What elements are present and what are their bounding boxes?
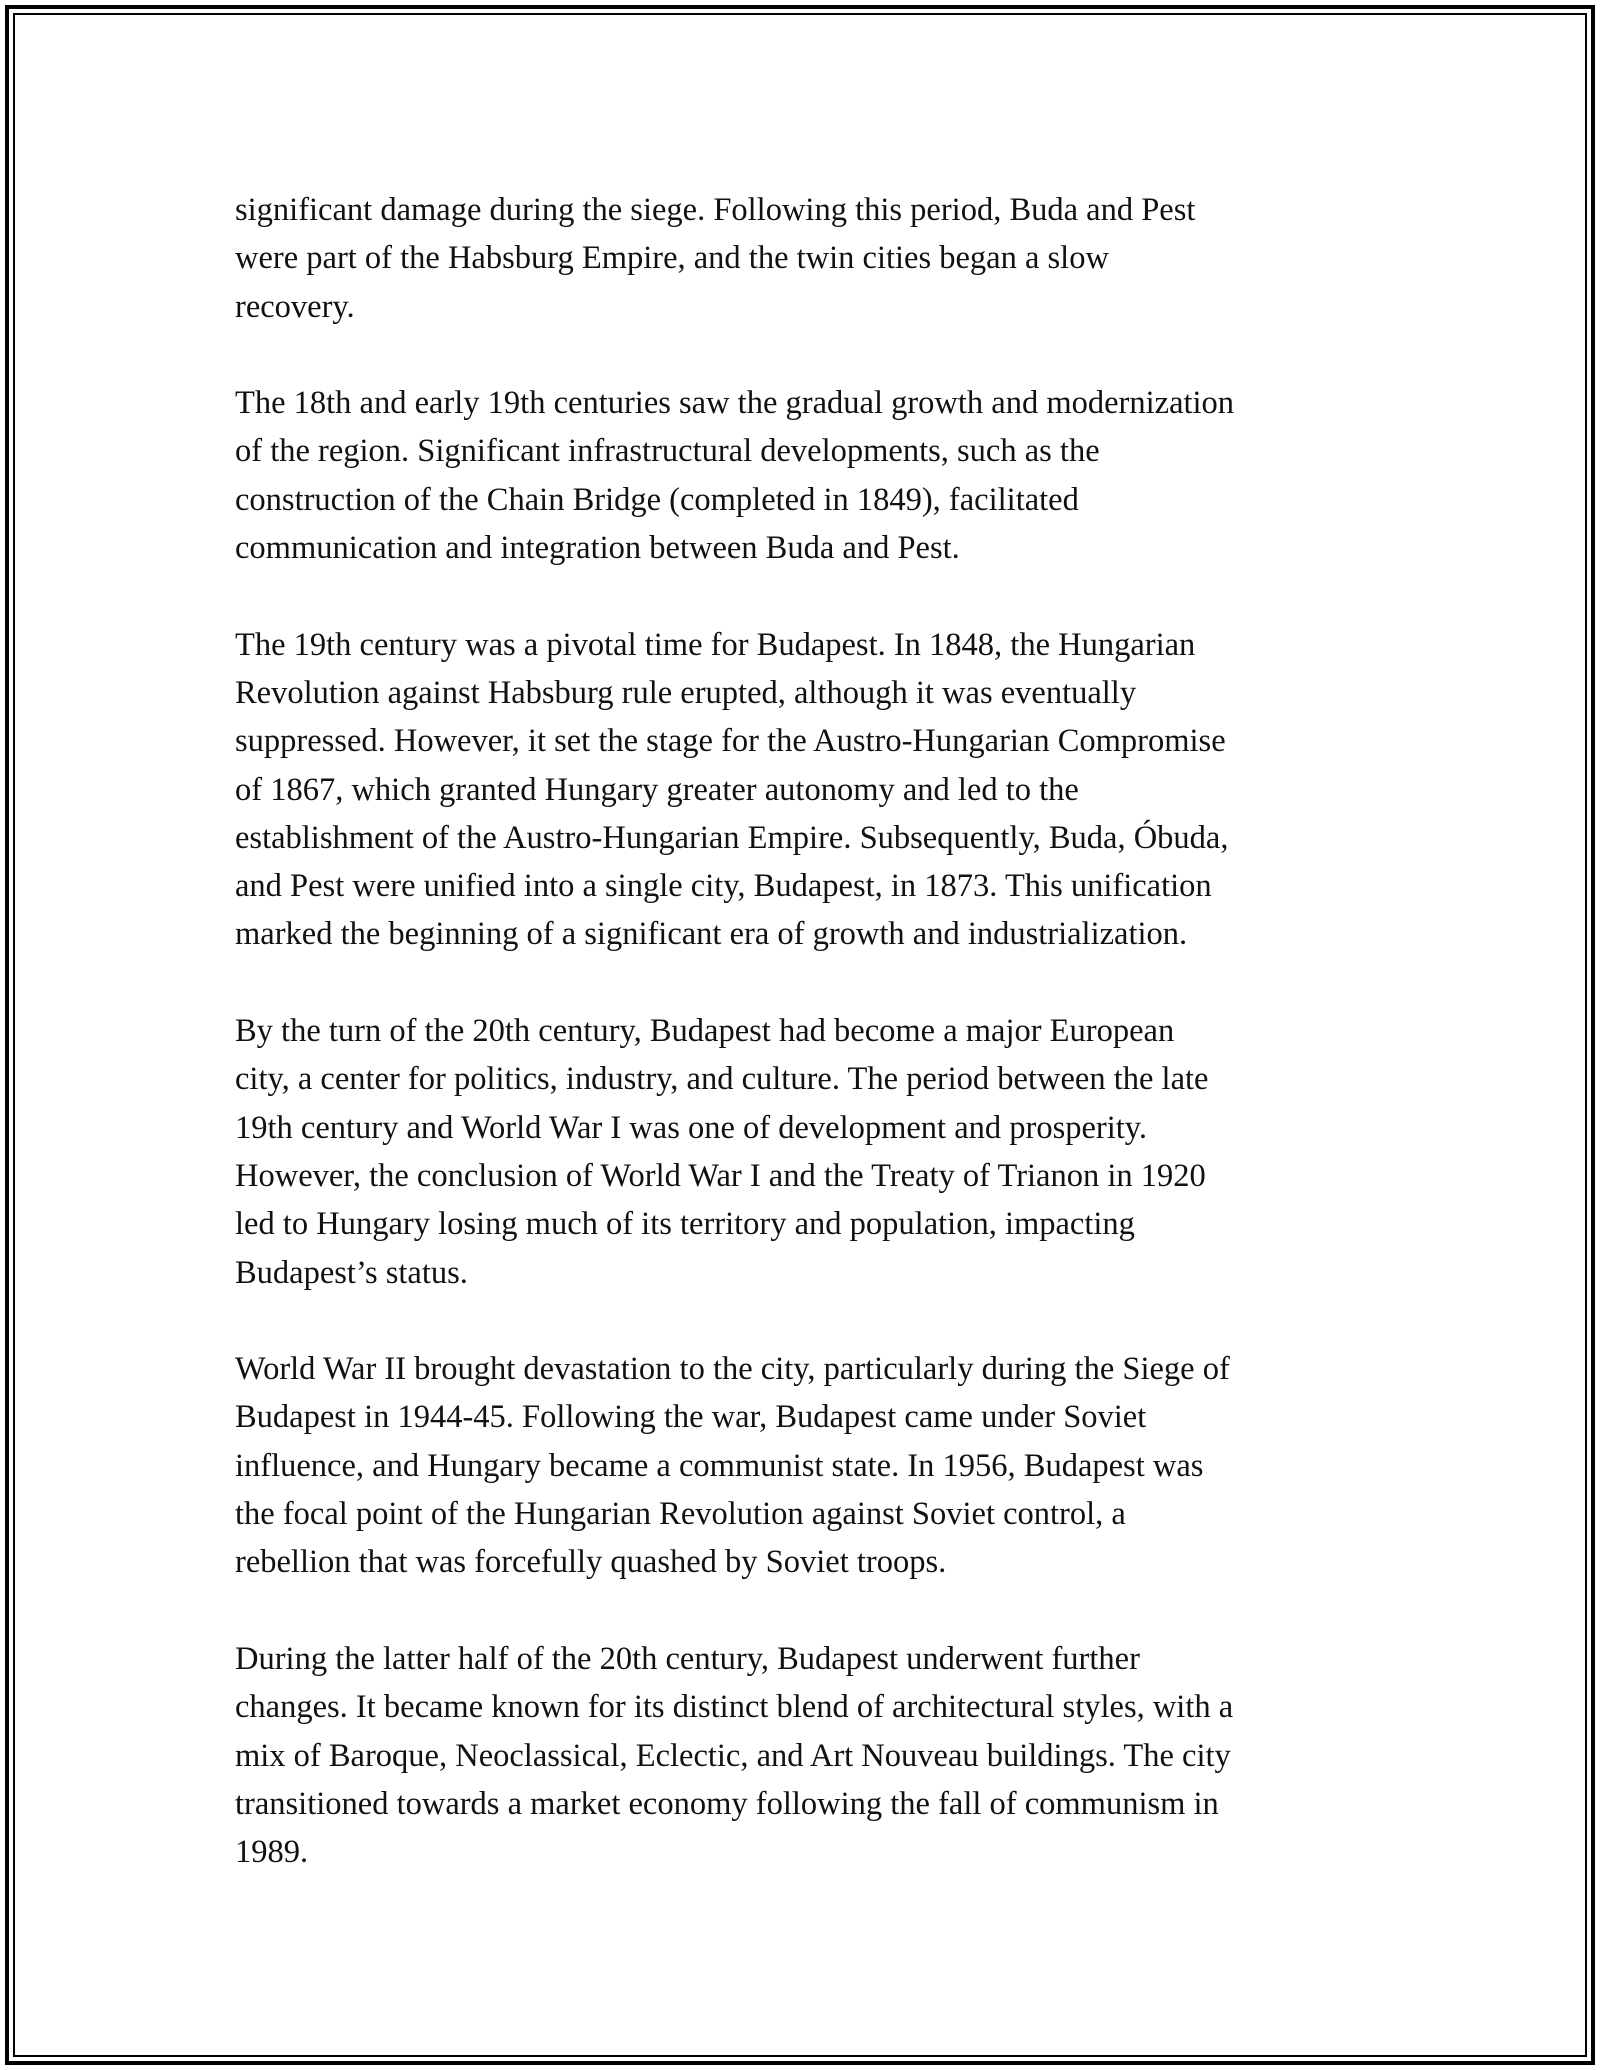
text-line: Revolution against Habsburg rule erupted, although it was eventually <box>235 674 1137 711</box>
paragraph-1 <box>235 186 1375 331</box>
text-line: changes. It became known for its distinct blend of architectural styles, with a <box>235 1689 1234 1726</box>
text-line: transitioned towards a market economy following the fall of communism in <box>235 1785 1219 1822</box>
text-line: However, the conclusion of World War I and the Treaty of Trianon in 1920 <box>235 1157 1206 1194</box>
text-line: of 1867, which granted Hungary greater autonomy and led to the <box>235 771 1079 808</box>
paragraph-6 <box>235 1635 1375 1876</box>
text-line: By the turn of the 20th century, Budapest had become a major European <box>235 1013 1175 1050</box>
text-line: During the latter half of the 20th century, Budapest underwent further <box>235 1640 1140 1677</box>
paragraph-3 <box>235 621 1375 959</box>
text-line: communication and integration between Buda and Pest. <box>235 530 960 567</box>
paragraph-2 <box>235 379 1375 572</box>
text-line: Budapest in 1944-45. Following the war, Budapest came under Soviet <box>235 1399 1147 1436</box>
text-line: marked the beginning of a significant era of growth and industrialization. <box>235 916 1188 953</box>
text-line: suppressed. However, it set the stage for the Austro-Hungarian Compromise <box>235 723 1226 760</box>
text-line: The 18th and early 19th centuries saw the gradual growth and modernization <box>235 385 1235 422</box>
paragraph-4 <box>235 1007 1375 1297</box>
text-line: recovery. <box>235 288 355 325</box>
text-line: 19th century and World War I was one of development and prosperity. <box>235 1109 1148 1146</box>
paragraph-5 <box>235 1345 1375 1586</box>
text-line: World War II brought devastation to the city, particularly during the Siege of <box>235 1351 1230 1388</box>
text-line: establishment of the Austro-Hungarian Empire. Subsequently, Buda, Óbuda, <box>235 819 1229 856</box>
text-line: the focal point of the Hungarian Revolution against Soviet control, a <box>235 1496 1126 1533</box>
text-line: rebellion that was forcefully quashed by Soviet troops. <box>235 1544 947 1581</box>
text-line: mix of Baroque, Neoclassical, Eclectic, and Art Nouveau buildings. The city <box>235 1737 1231 1774</box>
text-line: construction of the Chain Bridge (completed in 1849), facilitated <box>235 481 1079 518</box>
text-line: and Pest were unified into a single city, Budapest, in 1873. This unification <box>235 868 1212 905</box>
document-body <box>235 186 1375 1925</box>
text-line: significant damage during the siege. Following this period, Buda and Pest <box>235 192 1196 228</box>
text-line: 1989. <box>235 1834 309 1871</box>
text-line: of the region. Significant infrastructural developments, such as the <box>235 433 1100 470</box>
text-line: Budapest’s status. <box>235 1254 468 1291</box>
text-line: were part of the Habsburg Empire, and the twin cities began a slow <box>235 240 1109 277</box>
text-line: led to Hungary losing much of its territory and population, impacting <box>235 1206 1135 1243</box>
text-line: city, a center for politics, industry, and culture. The period between the late <box>235 1061 1209 1098</box>
text-line: The 19th century was a pivotal time for Budapest. In 1848, the Hungarian <box>235 626 1196 663</box>
text-line: influence, and Hungary became a communist state. In 1956, Budapest was <box>235 1447 1204 1484</box>
